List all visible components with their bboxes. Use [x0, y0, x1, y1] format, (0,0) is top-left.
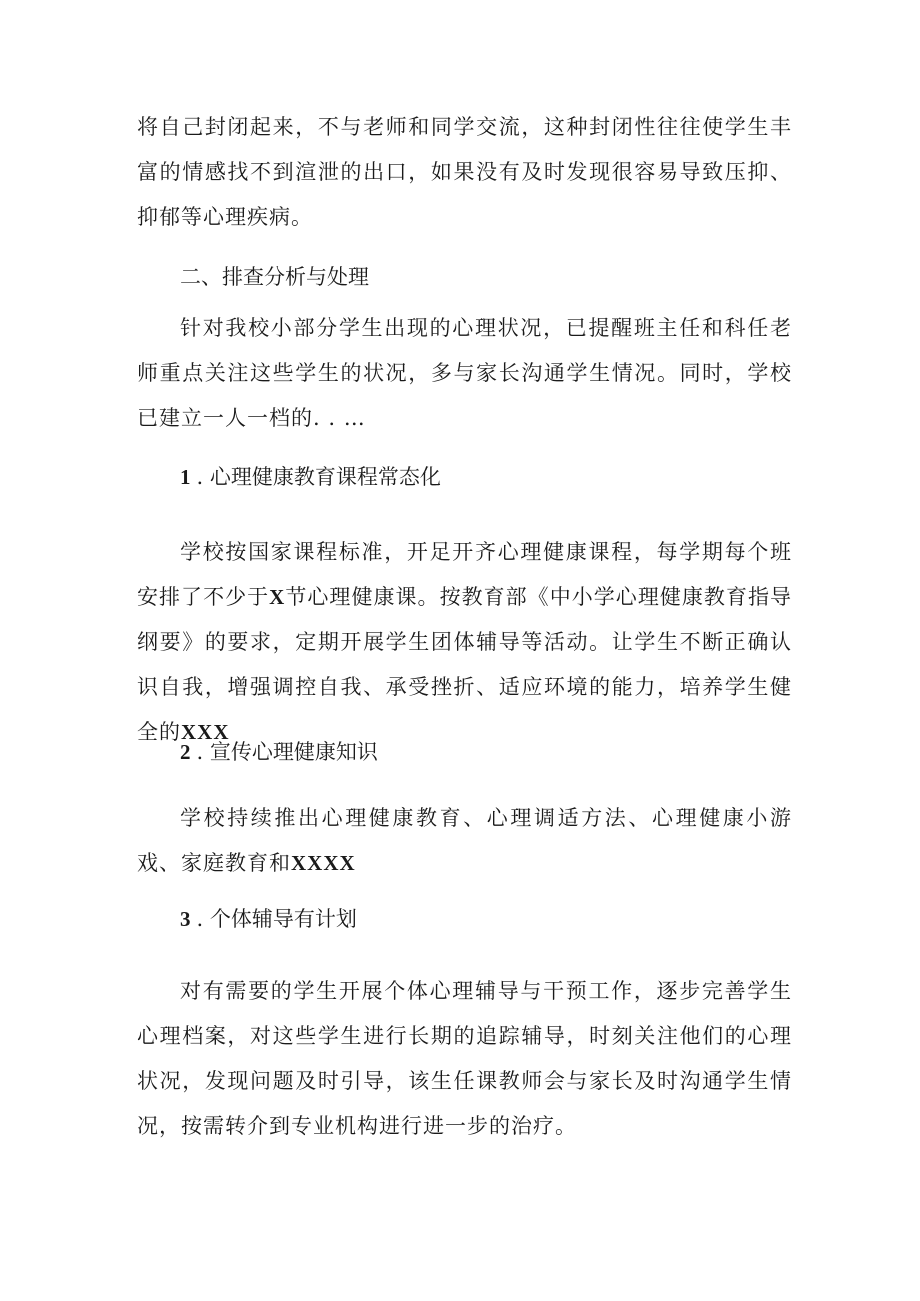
item-1-heading: [180, 462, 441, 492]
item-3-heading: [180, 904, 357, 934]
item-1-body-bold1: X: [269, 585, 286, 609]
item-3-number: 3: [180, 907, 191, 931]
item-3-title: . 个体辅导有计划: [196, 907, 357, 931]
item-2-title: . 宣传心理健康知识: [196, 740, 378, 764]
item-1-number: 1: [180, 465, 191, 489]
item-3-body: 对有需要的学生开展个体心理辅导与干预工作，逐步完善学生心理档案，对这些学生进行长期的追踪辅导，时刻关注他们的心理状况，发现问题及时引导，该生任课教师会与家长及时沟通学生情况，按需转介到专业机构进行进一步的治疗。: [137, 979, 792, 1138]
item-2-number: 2: [180, 740, 191, 764]
item-1-body-part1: 学校按国家课程标准，开足开齐心理健康课程，每学期每个班安排了不少于: [137, 540, 792, 609]
item-2-body: [137, 796, 792, 886]
item-1-title: . 心理健康教育课程常态化: [196, 465, 441, 489]
item-1-body-bold2: XXX: [181, 720, 230, 744]
item-2-body-bold1: XXXX: [291, 851, 356, 875]
item-1-body-part2: 节心理健康课。按教育部《中小学心理健康教育指导纲要》的要求，定期开展学生团体辅导等活动。让学生不断正确认识自我，增强调控自我、承受挫折、适应环境的能力，培养学生健全的: [137, 585, 792, 744]
item-2-heading: [180, 737, 378, 767]
item-1-body: [137, 530, 792, 755]
section-intro-paragraph: 针对我校小部分学生出现的心理状况，已提醒班主任和科任老师重点关注这些学生的状况，多与家长沟通学生情况。同时，学校已建立一人一档的. . …: [137, 316, 792, 430]
section-heading: 二、排查分析与处理: [180, 265, 369, 289]
item-2-body-part1: 学校持续推出心理健康教育、心理调适方法、心理健康小游戏、家庭教育和: [137, 806, 792, 875]
intro-paragraph: 将自己封闭起来，不与老师和同学交流，这种封闭性往往使学生丰富的情感找不到渲泄的出口，如果没有及时发现很容易导致压抑、抑郁等心理疾病。: [137, 115, 792, 229]
